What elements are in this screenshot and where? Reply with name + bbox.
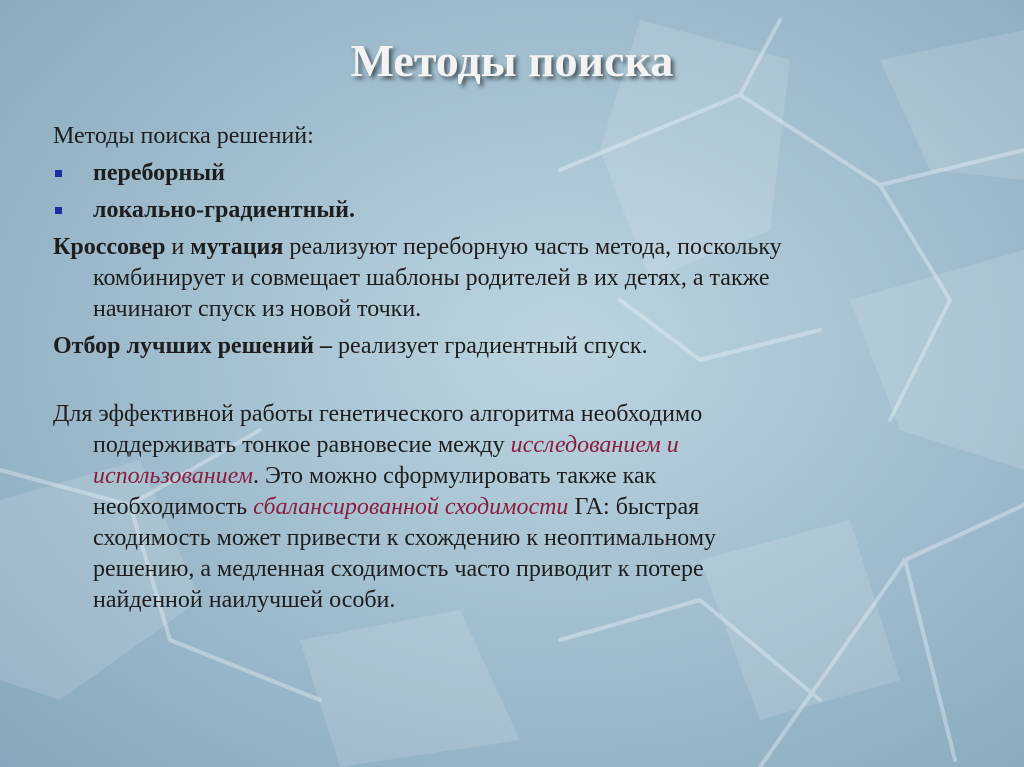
- text-run: и: [165, 234, 191, 260]
- paragraph-line: [53, 232, 953, 263]
- term-exploitation: использованием: [93, 463, 254, 489]
- spacer: [53, 368, 953, 399]
- bullet-item: [53, 158, 953, 189]
- paragraph-line: Для эффективной работы генетического алгоритма необходимо: [53, 401, 703, 427]
- paragraph-line: [53, 492, 953, 523]
- square-bullet-icon: [55, 207, 62, 214]
- term-balanced-convergence: сбалансированной сходимости: [253, 494, 569, 520]
- crossover-paragraph: [53, 232, 953, 325]
- paragraph-line: [53, 331, 953, 362]
- text-run: . Это можно сформулировать также как: [253, 463, 657, 489]
- selection-paragraph: [53, 331, 953, 362]
- text-run: и: [660, 432, 679, 458]
- text-run: необходимость: [93, 494, 254, 520]
- paragraph-line: найденной наилучшей особи.: [93, 587, 396, 613]
- paragraph-line: решению, а медленная сходимость часто приводит к потере: [93, 556, 704, 582]
- text-run: ГА: быстрая: [568, 494, 700, 520]
- paragraph-line: [53, 461, 953, 492]
- slide-body: [53, 121, 953, 622]
- text-run: реализует градиентный спуск.: [331, 333, 648, 359]
- term-crossover: Кроссовер: [53, 234, 166, 260]
- balance-paragraph: [53, 399, 953, 616]
- paragraph-line: начинают спуск из новой точки.: [93, 296, 422, 322]
- square-bullet-icon: [55, 170, 62, 177]
- slide-title: Методы поиска: [350, 35, 674, 86]
- term-mutation: мутация: [190, 234, 284, 260]
- paragraph-line: комбинирует и совмещает шаблоны родителей в их детях, а также: [93, 265, 770, 291]
- term-selection: Отбор лучших решений –: [53, 333, 332, 359]
- intro-text: Методы поиска решений:: [53, 123, 314, 149]
- bullet-item: [53, 195, 953, 226]
- text-run: поддерживать тонкое равновесие между: [93, 432, 511, 458]
- paragraph-line: сходимость может привести к схождению к неоптимальному: [93, 525, 717, 551]
- paragraph-line: [53, 430, 953, 461]
- bullet-label: переборный: [93, 160, 225, 186]
- term-exploration: исследованием: [510, 432, 661, 458]
- text-run: реализуют переборную часть метода, поскольку: [283, 234, 782, 260]
- bullet-label: локально-градиентный.: [93, 197, 355, 223]
